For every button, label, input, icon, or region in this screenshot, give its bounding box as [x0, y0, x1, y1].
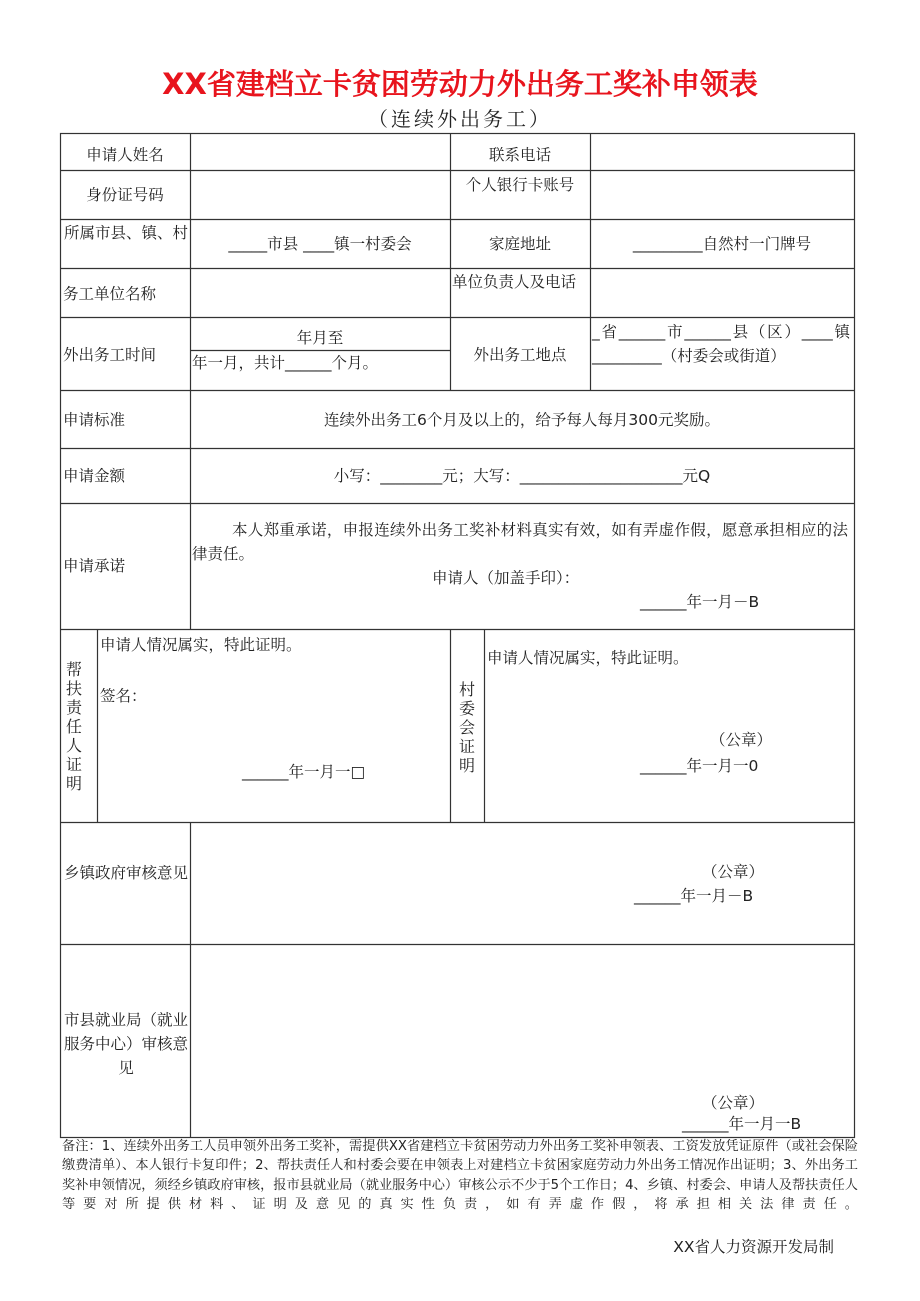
employer-contact-field[interactable] — [590, 269, 854, 317]
city-review-date[interactable]: ______年一月一B — [682, 1115, 802, 1133]
village-cert-label: 村委会证明 — [458, 680, 475, 775]
location-label: 所属市县、镇、村 — [64, 224, 189, 242]
helper-cert-text: 申请人情况属实，特此证明。 — [100, 636, 302, 654]
city-review-label: 市县就业局（就业服务中心）审核意见 — [64, 1011, 189, 1077]
phone-field[interactable] — [590, 134, 854, 170]
village-seal: （公章） — [710, 731, 773, 749]
notes: 备注：1、连续外出务工人员申领外出务工奖补，需提供XX省建档立卡贫困劳动力外出务工奖补申领表、工资发放凭证原件（或社会保险缴费清单）、本人银行卡复印件；2、帮扶责任人和村委会要在申领表上对建档立卡贫困家庭劳动力外出务工情况作出证明；3、外出务工奖补申领情况，须经乡镇政府审核，报市县就业局（就业服务中心）审核公示不少于5个工作日；4、乡镇、村委会、申请人及帮扶责任人等要对所提供材料、证明及意见的真实性负责，如有弄虚作假，将承担相关法律责任。 — [62, 1139, 858, 1213]
id-number-label: 身份证号码 — [86, 186, 164, 204]
form-title: XX省建档立卡贫困劳动力外出务工奖补申领表 — [162, 67, 758, 101]
helper-sign-label: 签名： — [100, 687, 147, 705]
work-time-label: 外出务工时间 — [63, 346, 157, 364]
issuer-footer: XX省人力资源开发局制 — [673, 1238, 834, 1256]
bank-account-label: 个人银行卡账号 — [465, 176, 575, 194]
amount-value[interactable]: 小写：________元；大写：_____________________元Q — [333, 467, 711, 485]
town-seal: （公章） — [702, 863, 765, 881]
town-review-date[interactable]: ______年一月－B — [634, 887, 754, 905]
amount-label: 申请金额 — [63, 467, 126, 485]
applicant-name-label: 申请人姓名 — [86, 146, 164, 164]
employer-label: 务工单位名称 — [63, 285, 157, 303]
village-cert-text: 申请人情况属实，特此证明。 — [487, 649, 689, 667]
helper-cert-label: 帮扶责任人证明 — [65, 660, 82, 793]
id-number-field[interactable] — [190, 171, 450, 219]
home-address-label: 家庭地址 — [488, 235, 551, 253]
employer-field[interactable] — [190, 269, 450, 317]
bank-account-field[interactable] — [590, 171, 854, 219]
location-value[interactable]: _____市县 ____镇一村委会 — [228, 235, 412, 253]
standard-value: 连续外出务工6个月及以上的，给予每人每月300元奖励。 — [324, 411, 720, 429]
city-seal: （公章） — [702, 1094, 765, 1112]
pledge-label: 申请承诺 — [63, 557, 126, 575]
pledge-date[interactable]: ______年一月－B — [640, 593, 760, 611]
home-address-value[interactable]: _________自然村一门牌号 — [632, 235, 812, 253]
work-place-value[interactable]: _省______市______县（区）____镇_________（村委会或街道） — [592, 323, 850, 365]
town-review-label: 乡镇政府审核意见 — [64, 864, 189, 882]
work-time-line1[interactable]: 年月至 — [296, 329, 344, 347]
pledge-signer: 申请人（加盖手印）： — [432, 569, 580, 587]
form-subtitle: （连续外出务工） — [368, 107, 552, 131]
employer-contact-label: 单位负责人及电话 — [452, 273, 577, 291]
work-place-label: 外出务工地点 — [473, 346, 567, 364]
standard-label: 申请标准 — [63, 411, 126, 429]
helper-cert-date[interactable]: ______年一月一□ — [242, 763, 366, 781]
phone-label: 联系电话 — [488, 146, 551, 164]
work-time-line2[interactable]: 年一月，共计______个月。 — [192, 354, 379, 372]
applicant-name-field[interactable] — [190, 134, 450, 170]
village-cert-date[interactable]: ______年一月一0 — [640, 757, 759, 775]
pledge-text: 本人郑重承诺，申报连续外出务工奖补材料真实有效，如有弄虚作假，愿意承担相应的法律责任。 — [192, 521, 848, 563]
